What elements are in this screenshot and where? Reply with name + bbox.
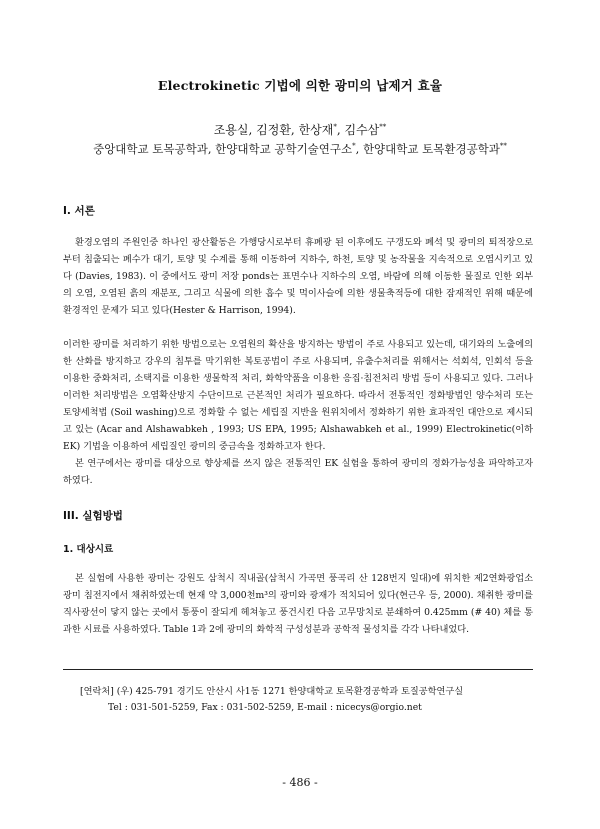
- author-name: 한상재: [298, 123, 334, 137]
- section-heading-intro: I. 서론: [63, 205, 95, 217]
- author-separator: ,: [290, 123, 299, 137]
- sample-paragraph: 본 실험에 사용한 광미는 강원도 삼척시 직내골(삼척시 가곡면 풍곡리 산 128번지 일대)에 위치한 제2연화광업소 광미 침전지에서 채취하였는데 현재 약 3,000천m³의 광미와 광재가 적치되어 있다(현근우 등, 2000). 채취한 광미를 직사광선이 닿지 않는 곳에서 통풍이 잘되게 헤쳐놓고 풍건시킨 다음 고무망치로 분쇄하여 0.425mm (# 40) 체를 통과한 시료를 사용하였다. Table 1과 2에 광미의 화학적 구성성분과 공학적 물성치를 각각 나타내었다.: [63, 573, 534, 635]
- affiliation-separator: ,: [207, 142, 216, 156]
- page-number: - 486 -: [282, 776, 318, 789]
- intro-paragraph-2: 이러한 광미를 처리하기 위한 방법으로는 오염원의 확산을 방지하는 방법이 주로 사용되고 있는데, 대기와의 노출에의한 산화를 방지하고 강우의 침투를 막기위한 복토공법이 주로 사용되며, 유출수처리를 위해서는 석회석, 인회석 등을 이용한 중화처리, 소택지를 이용한 생물학적 처리, 화학약품을 이용한 응집·침전처리 방법 등이 사용되고 있다. 그러나 이러한 처리방법은 오염확산방지 수단이므로 근본적인 처리가 필요하다. 따라서 전통적인 정화방법인 양수처리 또는 토양세척법 (Soil washing)으로 정화할 수 없는 세립질 지반을 원위치에서 정화하기 위한 효과적인 대안으로 제시되고 있는 (Acar and Alshawabkeh , 1993; US EPA, 1995; Alshawabkeh et al., 1999) Electrokinetic(이하 EK) 기법을 이용하여 세립질인 광미의 중금속을 정화하고자 한다.: [63, 339, 533, 452]
- author-separator: ,: [248, 123, 257, 137]
- affiliation-separator: ,: [355, 142, 363, 156]
- paper-title: Electrokinetic 기법에 의한 광미의 납제거 효율: [157, 78, 443, 93]
- author-mark: *: [333, 123, 337, 131]
- contact-address: [연락처] (우) 425-791 경기도 안산시 사1동 1271 한양대학교 토목환경공학과 토질공학연구실: [80, 686, 464, 697]
- affiliation: 한양대학교 토목환경공학과: [362, 142, 500, 156]
- affiliation-mark: *: [352, 142, 356, 151]
- author-separator: ,: [336, 123, 345, 137]
- author-name: 김수삼: [344, 123, 380, 137]
- affiliation-mark: **: [499, 142, 507, 151]
- section-heading-method: III. 실험방법: [63, 510, 123, 522]
- author-name: 김정환: [256, 123, 291, 137]
- contact-phone-email: Tel : 031-501-5259, Fax : 031-502-5259, E-mail : nicecys@orgio.net: [108, 702, 422, 713]
- affiliation-list: [0, 141, 600, 157]
- affiliation: 한양대학교 공학기술연구소: [215, 142, 353, 156]
- footnote-divider: [63, 669, 533, 670]
- intro-paragraph-1: 환경오염의 주원인중 하나인 광산활동은 가행당시로부터 휴폐광 된 이후에도 구갱도와 폐석 및 광미의 퇴적장으로부터 침출되는 폐수가 대기, 토양 및 수계를 통해 이동하여 지하수, 하천, 토양 및 농작물을 지속적으로 오염시키고 있다 (Davies, 1983). 이 중에서도 광미 저장 ponds는 표면수나 지하수의 오염, 바람에 의해 이동한 물질로 인한 외부의 오염, 오염된 흙의 재분포, 그리고 식물에 의한 흡수 및 먹이사슬에 의한 생물축적등에 대한 잠재적인 위해 때문에 환경적인 문제가 되고 있다(Hester & Harrison, 1994).: [63, 237, 533, 316]
- author-mark: **: [379, 123, 387, 131]
- affiliation: 중앙대학교 토목공학과: [93, 142, 208, 156]
- author-name: 조용실: [213, 123, 249, 137]
- contact-info: [80, 684, 463, 716]
- author-list: [0, 121, 600, 138]
- intro-paragraph-3: 본 연구에서는 광미를 대상으로 향상제를 쓰지 않은 전통적인 EK 실험을 통하여 광미의 정화가능성을 파악하고자 하였다.: [63, 458, 533, 486]
- subsection-heading-sample: 1. 대상시료: [63, 544, 114, 555]
